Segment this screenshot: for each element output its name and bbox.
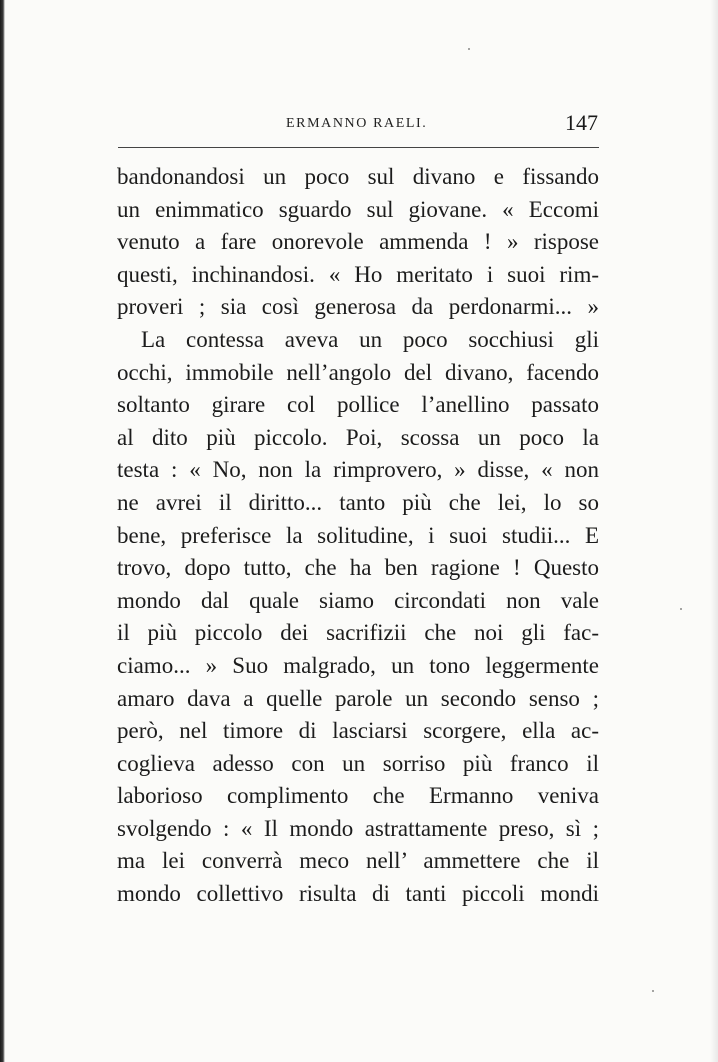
body-text [117, 161, 599, 911]
text-line: soltanto girare col pollice l’anellino passato [117, 392, 599, 418]
text-line: però, nel timore di lasciarsi scorgere, ella ac- [117, 718, 599, 744]
scan-speck [680, 608, 682, 610]
text-line: trovo, dopo tutto, che ha ben ragione ! Questo [117, 555, 599, 581]
running-title: ERMANNO RAELI. [286, 116, 428, 131]
running-head [118, 110, 600, 140]
text-line: questi, inchinandosi. « Ho meritato i suoi rim- [117, 261, 599, 287]
text-line: proveri ; sia così generosa da perdonarmi... » [117, 294, 599, 320]
text-line: ciamo... » Suo malgrado, un tono leggermente [117, 652, 599, 678]
text-line-paragraph-start: La contessa aveva un poco socchiusi gli [141, 326, 599, 352]
text-line: ne avrei il diritto... tanto più che lei, lo so [117, 489, 599, 515]
scan-speck [468, 48, 470, 50]
text-line: il più piccolo dei sacrifizii che noi gli fac- [117, 620, 599, 646]
text-line: laborioso complimento che Ermanno veniva [117, 783, 599, 809]
text-line: occhi, immobile nell’angolo del divano, facendo [117, 359, 599, 385]
text-line: bandonandosi un poco sul divano e fissando [117, 164, 599, 189]
text-line: svolgendo : « Il mondo astrattamente preso, sì ; [117, 815, 599, 841]
text-line: testa : « No, non la rimprovero, » disse, « non [117, 457, 599, 483]
page-binding-edge [0, 0, 5, 1062]
text-line: mondo dal quale siamo circondati non vale [117, 587, 599, 613]
text-line: bene, preferisce la solitudine, i suoi studii... E [117, 522, 599, 548]
text-line: coglieva adesso con un sorriso più franco il [117, 750, 599, 776]
header-rule [118, 147, 599, 148]
page-number: 147 [565, 110, 598, 135]
text-line: ma lei converrà meco nell’ ammettere che il [117, 848, 599, 874]
text-line: amaro dava a quelle parole un secondo senso ; [117, 685, 599, 711]
scan-shadow [710, 0, 718, 1062]
text-line: mondo collettivo risulta di tanti piccoli mondi [117, 881, 599, 907]
text-line: al dito più piccolo. Poi, scossa un poco la [117, 424, 599, 450]
scan-speck [652, 990, 654, 992]
text-line: un enimmatico sguardo sul giovane. « Eccomi [117, 196, 599, 222]
text-line: venuto a fare onorevole ammenda ! » rispose [117, 229, 599, 255]
